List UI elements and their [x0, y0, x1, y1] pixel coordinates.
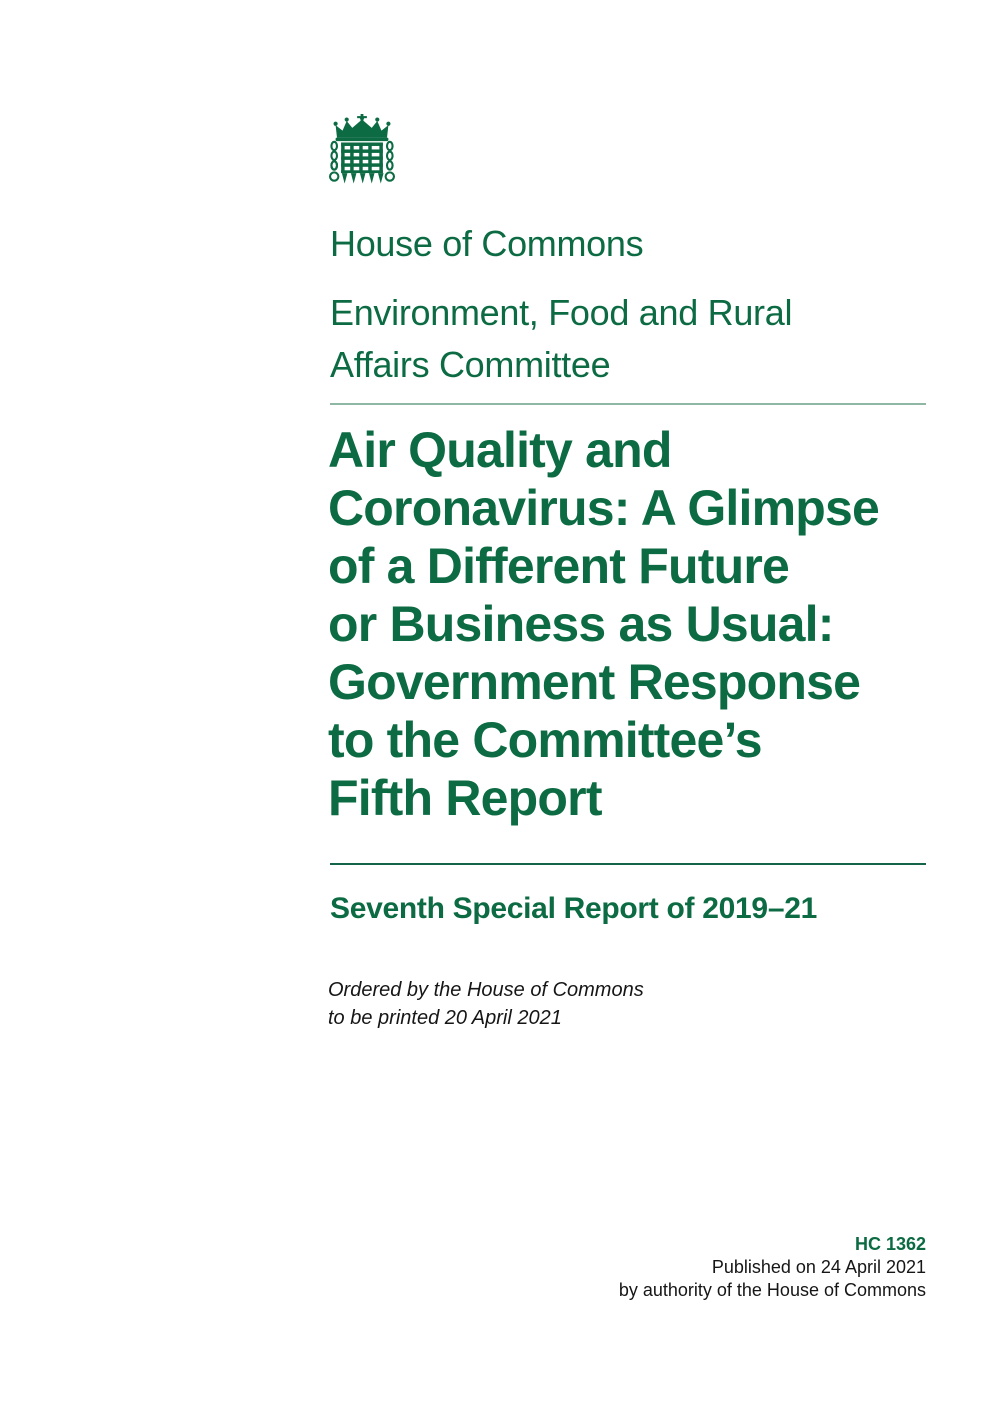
hc-number: HC 1362	[854, 1234, 926, 1254]
house-of-commons-portcullis-icon	[327, 114, 397, 196]
ordered-note-line-2: to be printed 20 April 2021	[328, 1007, 562, 1029]
report-title-line-4: or Business as Usual:	[328, 596, 834, 652]
imprint-block	[619, 1233, 926, 1302]
published-date: Published on 24 April 2021	[711, 1257, 926, 1277]
publisher-name: House of Commons	[330, 223, 644, 264]
ordered-note-line-1: Ordered by the House of Commons	[328, 979, 644, 1001]
report-title	[328, 421, 968, 827]
committee-name-line-1: Environment, Food and Rural	[330, 292, 793, 333]
committee-name-line-2: Affairs Committee	[330, 344, 611, 385]
report-title-line-6: to the Committee’s	[328, 712, 762, 768]
authority-note: by authority of the House of Commons	[618, 1280, 926, 1300]
report-title-line-2: Coronavirus: A Glimpse	[328, 480, 880, 536]
divider-top	[330, 403, 926, 405]
ordered-note	[328, 976, 644, 1032]
divider-middle	[330, 863, 926, 865]
report-title-line-5: Government Response	[328, 654, 861, 710]
report-title-line-1: Air Quality and	[328, 422, 672, 478]
committee-name	[330, 287, 792, 391]
report-title-line-7: Fifth Report	[328, 770, 602, 826]
report-title-line-3: of a Different Future	[328, 538, 789, 594]
report-subtitle: Seventh Special Report of 2019–21	[330, 892, 817, 925]
